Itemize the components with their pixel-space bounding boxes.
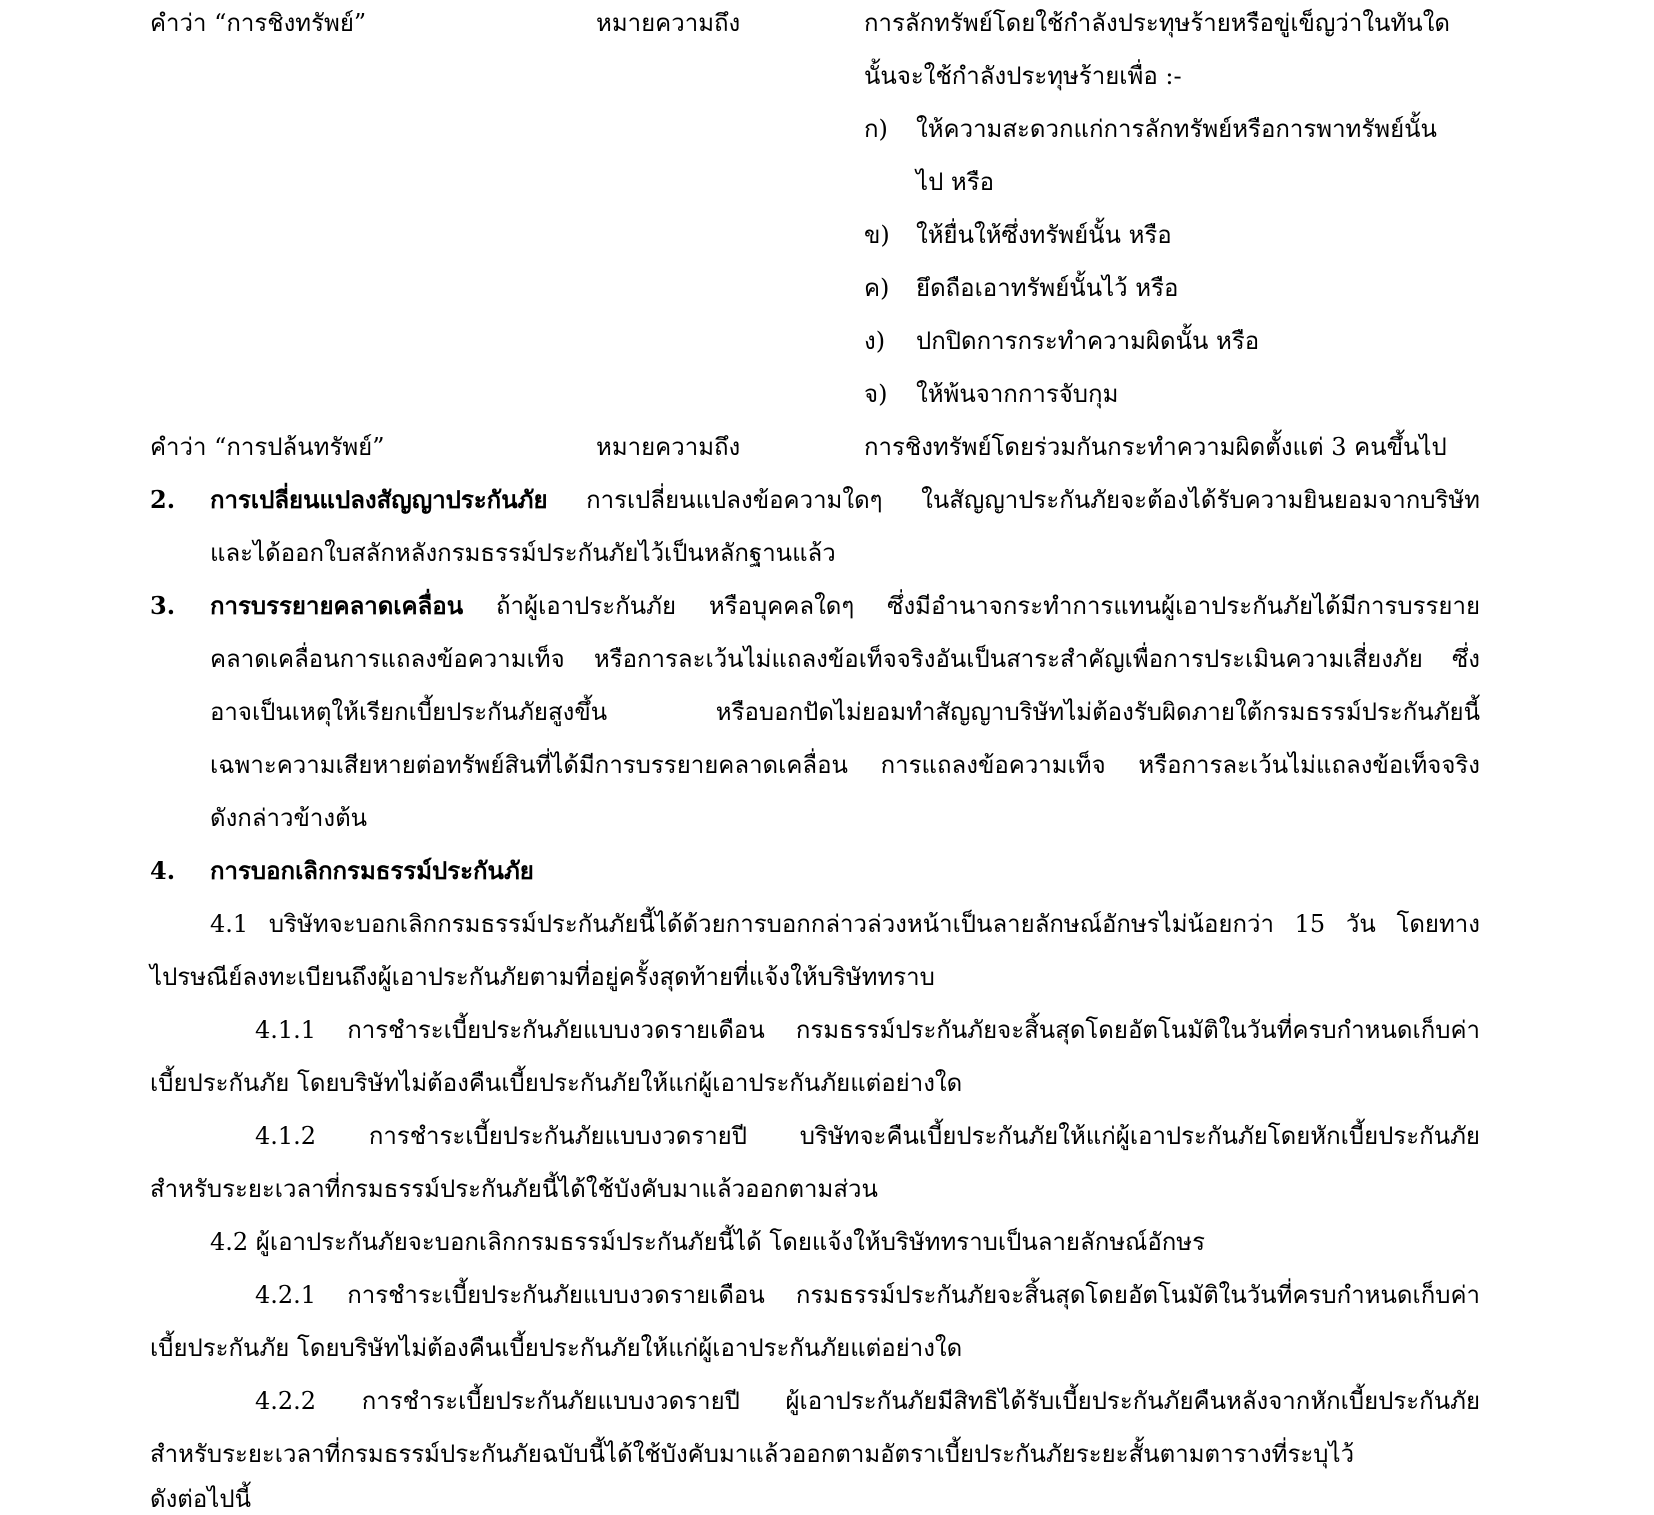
section-number: 2. (150, 485, 176, 514)
section-first-line (210, 485, 1480, 515)
list-item-text: ให้ยื่นให้ซึ่งทรัพย์นั้น หรือ (916, 221, 1172, 249)
section-title: การบรรยายคลาดเคลื่อน (210, 591, 464, 620)
clause-text: สำหรับระยะเวลาที่กรมธรรม์ประกันภัยฉบับนี้ได้ใช้บังคับมาแล้วออกตามอัตราเบี้ยประกันภัยระยะสั้นตามตารางที่ระบุไว้ (150, 1440, 1355, 1468)
list-item-label: จ) (864, 380, 888, 408)
section-number: 4. (150, 856, 176, 885)
definition-text: การชิงทรัพย์โดยร่วมกันกระทำความผิดตั้งแต่ 3 คนขึ้นไป (864, 433, 1447, 461)
list-item-label: ก) (864, 115, 888, 143)
list-item-text: ปกปิดการกระทำความผิดนั้น หรือ (916, 327, 1260, 355)
section-number: 3. (150, 591, 176, 620)
clause-text: สำหรับระยะเวลาที่กรมธรรม์ประกันภัยนี้ได้ใช้บังคับมาแล้วออกตามส่วน (150, 1175, 878, 1203)
section-title: การเปลี่ยนแปลงสัญญาประกันภัย (210, 485, 548, 514)
section-text: ถ้าผู้เอาประกันภัย หรือบุคคลใดๆ ซึ่งมีอำนาจกระทำการแทนผู้เอาประกันภัยได้มีการบรรยาย (463, 592, 1480, 620)
section-text: การเปลี่ยนแปลงข้อความใดๆ ในสัญญาประกันภัยจะต้องได้รับความยินยอมจากบริษัท (547, 486, 1480, 514)
definition-means: หมายความถึง (596, 433, 741, 461)
clause-text: 4.1.2 การชำระเบี้ยประกันภัยแบบงวดรายปี บริษัทจะคืนเบี้ยประกันภัยให้แก่ผู้เอาประกันภัยโดยหักเบี้ยประกันภัย (255, 1122, 1480, 1150)
definition-means: หมายความถึง (596, 9, 741, 37)
clause-text: 4.1.1 การชำระเบี้ยประกันภัยแบบงวดรายเดือน กรมธรรม์ประกันภัยจะสิ้นสุดโดยอัตโนมัติในวันที่ครบกำหนดเก็บค่า (255, 1016, 1480, 1044)
section-title: การบอกเลิกกรมธรรม์ประกันภัย (210, 856, 534, 885)
section-first-line (210, 591, 1480, 621)
clause-text: 4.2.1 การชำระเบี้ยประกันภัยแบบงวดรายเดือน กรมธรรม์ประกันภัยจะสิ้นสุดโดยอัตโนมัติในวันที่ครบกำหนดเก็บค่า (255, 1281, 1480, 1309)
list-item-text: ให้พ้นจากการจับกุม (916, 380, 1119, 408)
definition-text: นั้นจะใช้กำลังประทุษร้ายเพื่อ :- (864, 62, 1182, 90)
section-text: อาจเป็นเหตุให้เรียกเบี้ยประกันภัยสูงขึ้น หรือบอกปัดไม่ยอมทำสัญญาบริษัทไม่ต้องรับผิดภายใต้กรมธรรม์ประกันภัยนี้ (210, 698, 1480, 726)
section-text: เฉพาะความเสียหายต่อทรัพย์สินที่ได้มีการบรรยายคลาดเคลื่อน การแถลงข้อความเท็จ หรือการละเว้นไม่แถลงข้อเท็จจริง (210, 751, 1480, 779)
definition-term: คำว่า “การชิงทรัพย์” (150, 9, 367, 37)
definition-term: คำว่า “การปล้นทรัพย์” (150, 433, 385, 461)
clause-text: เบี้ยประกันภัย โดยบริษัทไม่ต้องคืนเบี้ยประกันภัยให้แก่ผู้เอาประกันภัยแต่อย่างใด (150, 1069, 963, 1097)
section-text: ดังกล่าวข้างต้น (210, 804, 368, 832)
list-item-label: ง) (864, 327, 886, 355)
list-item-label: ค) (864, 274, 890, 302)
list-item-text: ให้ความสะดวกแก่การลักทรัพย์หรือการพาทรัพย์นั้น (916, 115, 1437, 143)
clause-text: ไปรษณีย์ลงทะเบียนถึงผู้เอาประกันภัยตามที่อยู่ครั้งสุดท้ายที่แจ้งให้บริษัททราบ (150, 963, 935, 991)
section-text: คลาดเคลื่อนการแถลงข้อความเท็จ หรือการละเว้นไม่แถลงข้อเท็จจริงอันเป็นสาระสำคัญเพื่อการประเมินความเสี่ยงภัย ซึ่ง (210, 645, 1480, 673)
list-item-text: ยึดถือเอาทรัพย์นั้นไว้ หรือ (916, 274, 1179, 302)
list-item-text: ไป หรือ (916, 168, 995, 196)
clause-text: เบี้ยประกันภัย โดยบริษัทไม่ต้องคืนเบี้ยประกันภัยให้แก่ผู้เอาประกันภัยแต่อย่างใด (150, 1334, 963, 1362)
clause-text: 4.2 ผู้เอาประกันภัยจะบอกเลิกกรมธรรม์ประกันภัยนี้ได้ โดยแจ้งให้บริษัททราบเป็นลายลักษณ์อักษร (210, 1228, 1205, 1256)
definition-text: การลักทรัพย์โดยใช้กำลังประทุษร้ายหรือขู่เข็ญว่าในทันใด (864, 9, 1450, 37)
clause-text: 4.2.2 การชำระเบี้ยประกันภัยแบบงวดรายปี ผู้เอาประกันภัยมีสิทธิได้รับเบี้ยประกันภัยคืนหลังจากหักเบี้ยประกันภัย (255, 1387, 1480, 1415)
clause-text: 4.1 บริษัทจะบอกเลิกกรมธรรม์ประกันภัยนี้ได้ด้วยการบอกกล่าวล่วงหน้าเป็นลายลักษณ์อักษรไม่น้อยกว่า 15 วัน โดยทาง (210, 910, 1480, 938)
clause-text: ดังต่อไปนี้ (150, 1485, 252, 1513)
list-item-label: ข) (864, 221, 890, 249)
section-text: และได้ออกใบสลักหลังกรมธรรม์ประกันภัยไว้เป็นหลักฐานแล้ว (210, 539, 836, 567)
